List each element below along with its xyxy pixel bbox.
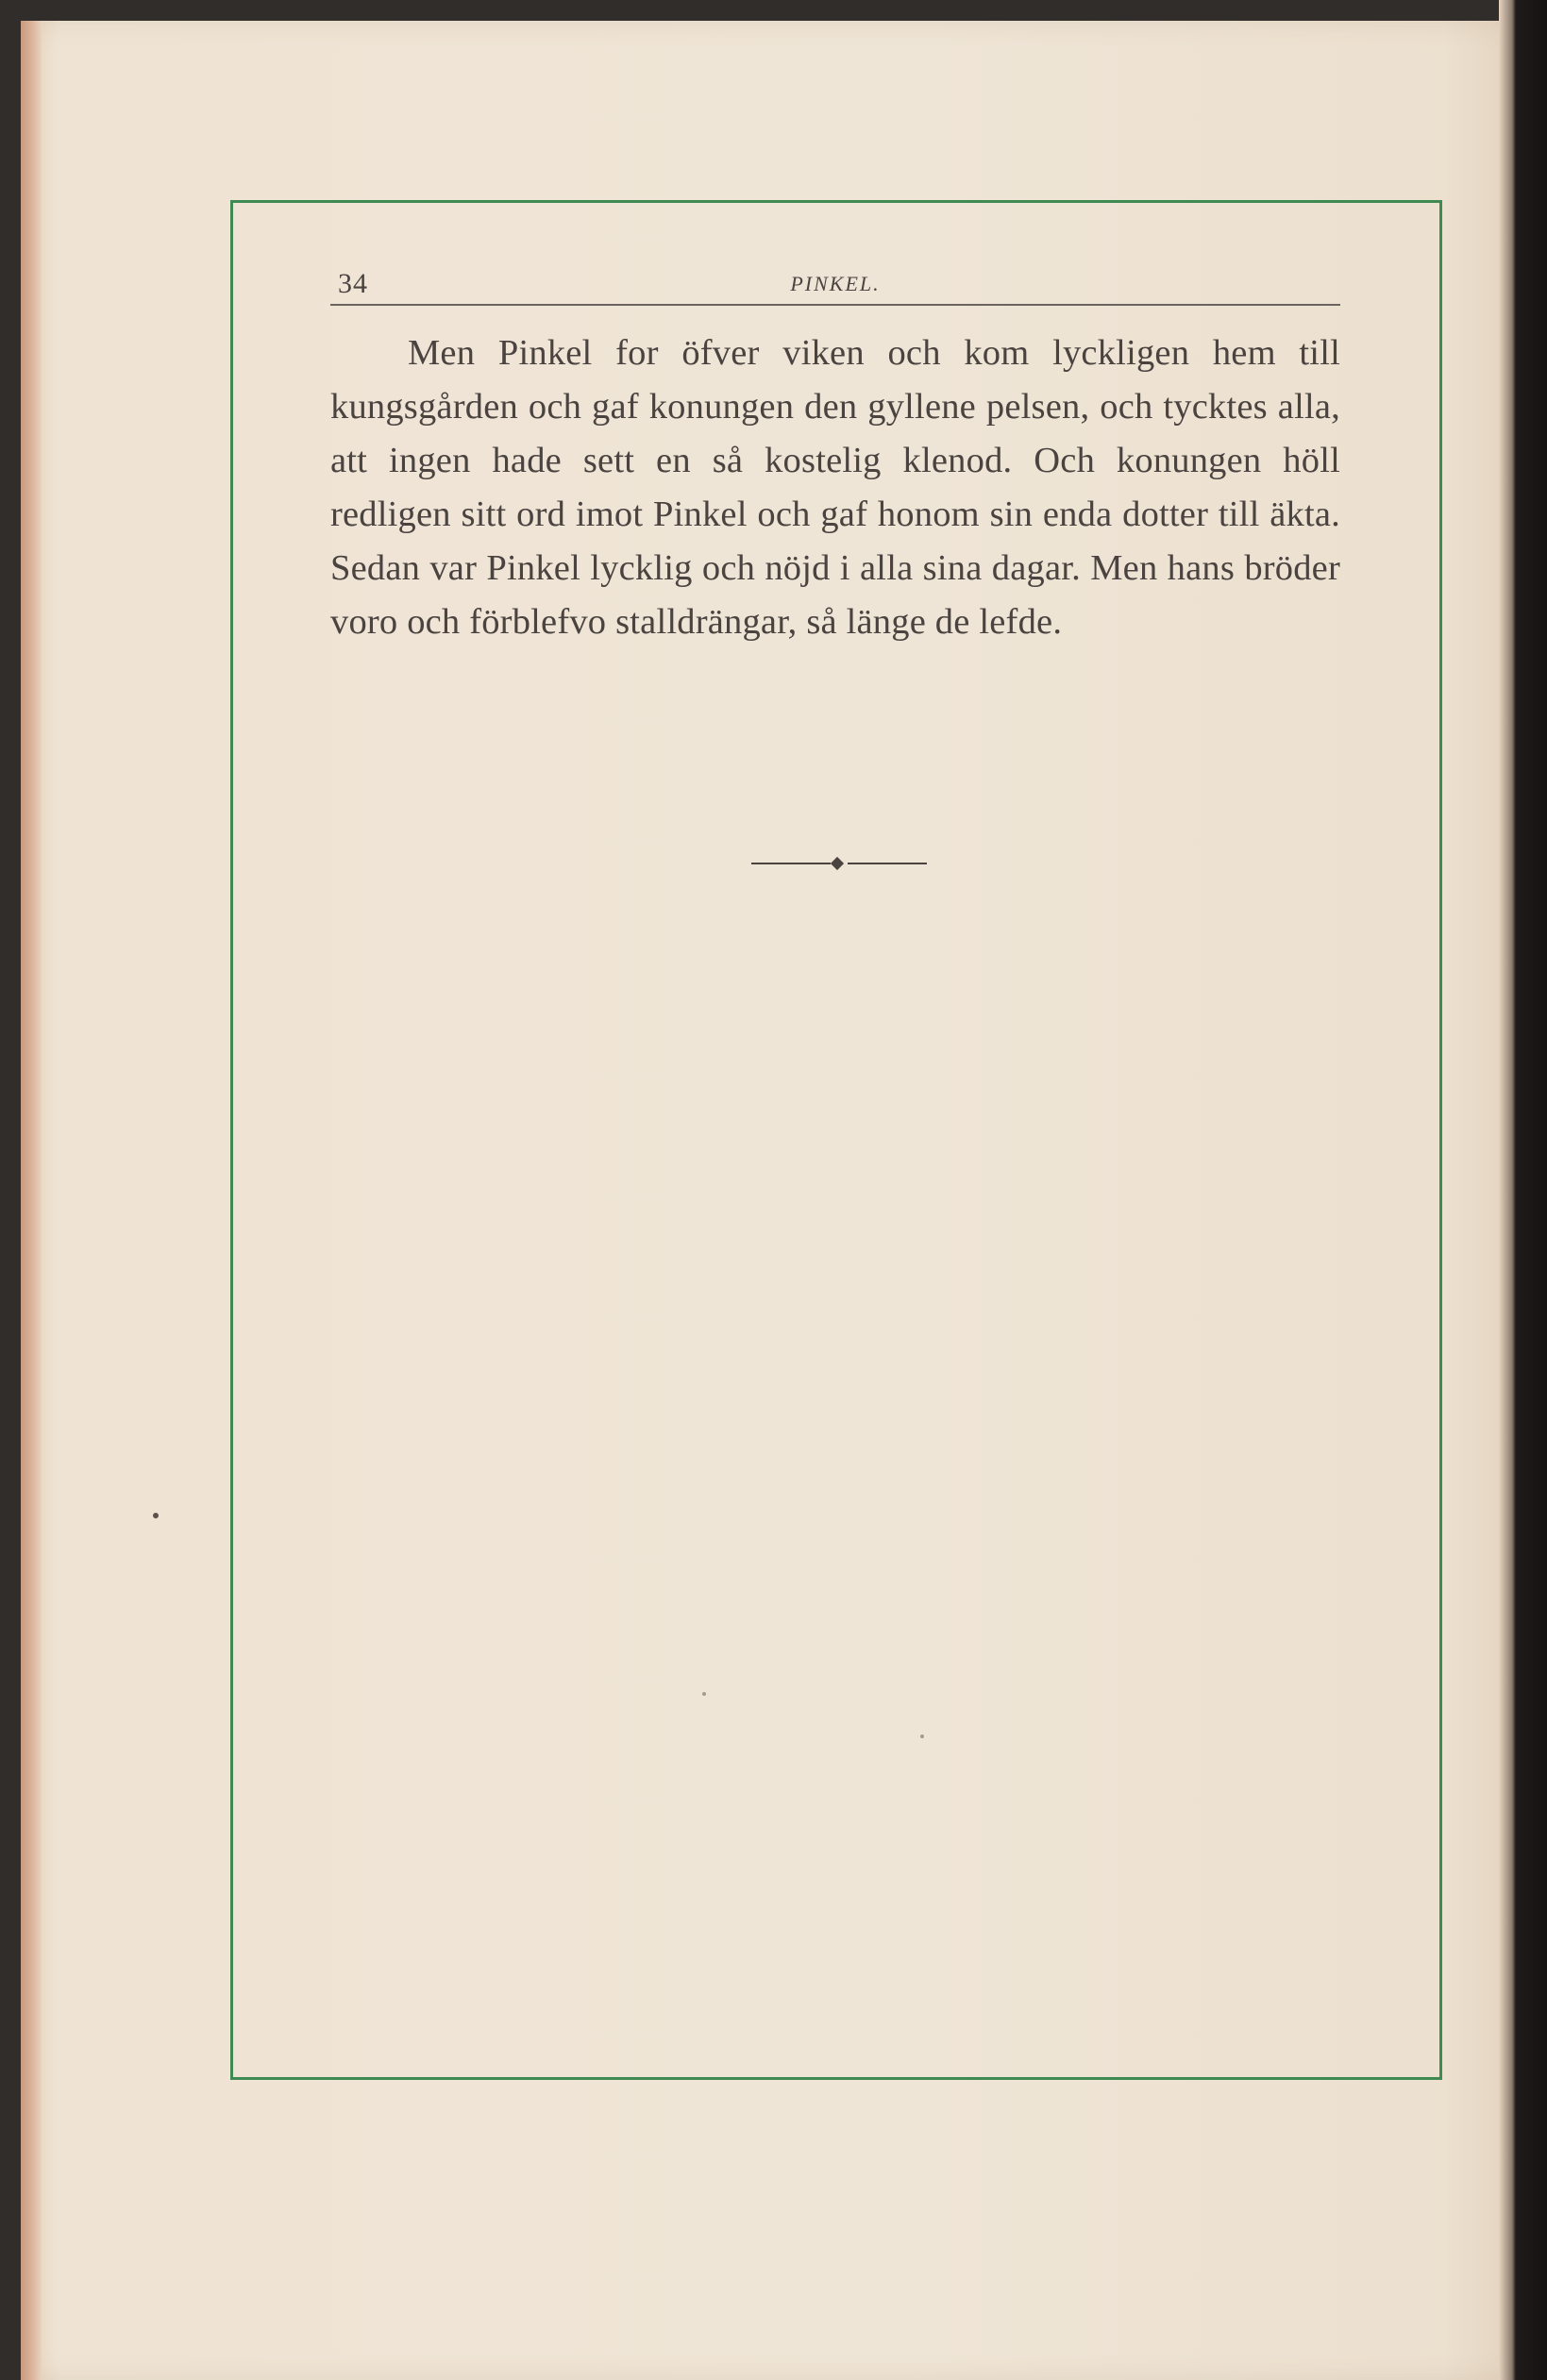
ornament-rule-right bbox=[848, 863, 927, 864]
page-left-edge bbox=[21, 21, 42, 2380]
running-title: PINKEL. bbox=[790, 272, 881, 295]
ornament-rule-left bbox=[751, 863, 831, 864]
diamond-icon bbox=[831, 857, 844, 870]
body-paragraph: Men Pinkel for öfver viken och kom lyckligen hem till kungsgården och gaf konungen den gyllene pelsen, och tycktes alla, att ingen hade sett en så kostelig klenod. Och konungen höll redligen sitt ord imot Pinkel och gaf honom sin enda dotter till äkta. Sedan var Pinkel lycklig och nöjd i alla sina dagar. Men hans bröder voro och förblefvo stalldrängar, så länge de lefde. bbox=[330, 333, 1340, 642]
page-number: 34 bbox=[338, 268, 368, 299]
page-content bbox=[330, 255, 1340, 686]
paper-speck bbox=[153, 1513, 159, 1518]
section-end-ornament bbox=[751, 858, 927, 869]
page-right-edge bbox=[1499, 0, 1547, 2380]
paper-speck bbox=[702, 1692, 706, 1696]
running-header bbox=[330, 255, 1340, 306]
paper-speck bbox=[920, 1735, 924, 1738]
